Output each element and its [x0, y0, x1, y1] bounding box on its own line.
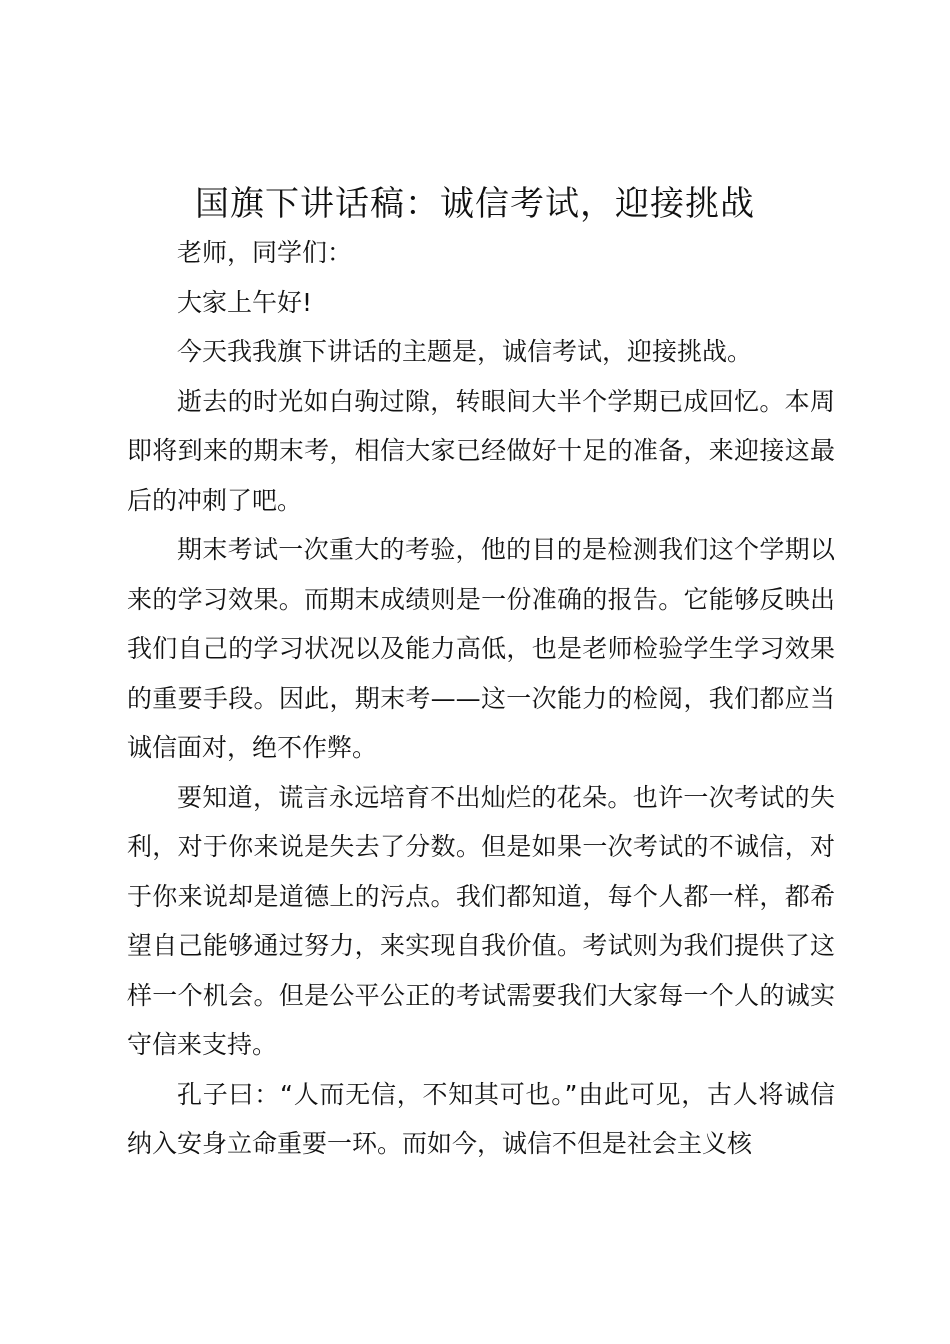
document-body	[127, 228, 835, 1169]
paragraph-topic: 今天我我旗下讲话的主题是，诚信考试，迎接挑战。	[177, 337, 753, 366]
paragraph-greeting: 老师，同学们：	[177, 238, 353, 267]
paragraph-honesty: 要知道，谎言永远培育不出灿烂的花朵。也许一次考试的失利，对于你来说是失去了分数。但是如果一次考试的不诚信，对于你来说却是道德上的污点。我们都知道，每个人都一样，都希望自己能够通过努力，来实现自我价值。考试则为我们提供了这样一个机会。但是公平公正的考试需要我们大家每一个人的诚实守信来支持。	[127, 782, 835, 1059]
paragraph-good-morning: 大家上午好!	[177, 287, 313, 317]
paragraph-time-passing: 逝去的时光如白驹过隙，转眼间大半个学期已成回忆。本周即将到来的期末考，相信大家已经做好十足的准备，来迎接这最后的冲刺了吧。	[127, 386, 835, 515]
paragraph-confucius: 孔子曰：“人而无信，不知其可也。”由此可见，古人将诚信纳入安身立命重要一环。而如今，诚信不但是社会主义核	[127, 1079, 835, 1158]
document-title: 国旗下讲话稿：诚信考试，迎接挑战	[195, 184, 755, 224]
paragraph-final-exam: 期末考试一次重大的考验，他的目的是检测我们这个学期以来的学习效果。而期末成绩则是一份准确的报告。它能够反映出我们自己的学习状况以及能力高低，也是老师检验学生学习效果的重要手段。因此，期末考——这一次能力的检阅，我们都应当诚信面对，绝不作弊。	[127, 535, 835, 762]
